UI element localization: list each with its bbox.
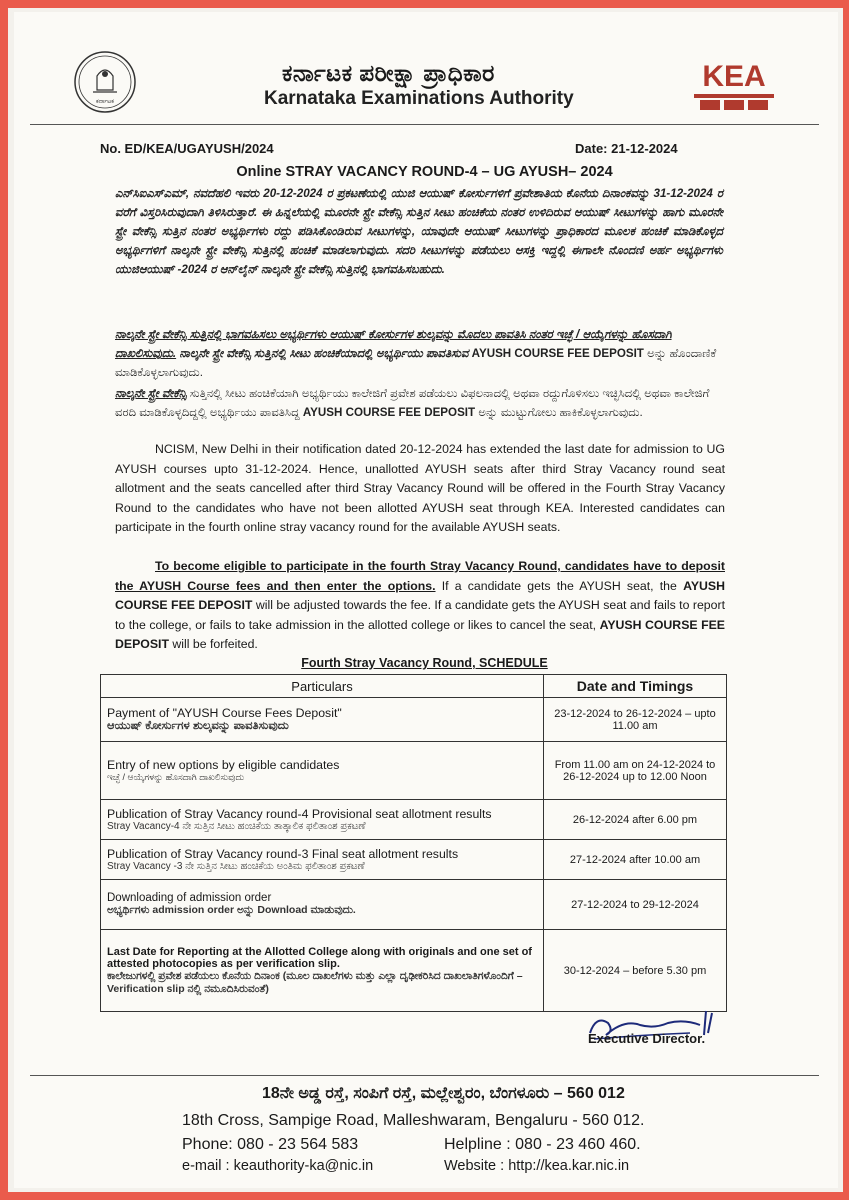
kannada-para3-end: ಅನ್ನು ಮುಟ್ಟುಗೋಲು ಹಾಕಿಕೊಳ್ಳಲಾಗುವುದು. [478,406,643,419]
table-row [101,880,727,930]
table-row [101,930,727,1012]
particular-kn: ಆಯುಷ್ ಕೋರ್ಸುಗಳ ಶುಲ್ಕವನ್ನು ಪಾವತಿಸುವುದು [107,720,289,732]
kannada-para2-bold: AYUSH COURSE FEE DEPOSIT [471,347,644,360]
date-cell: 23-12-2024 to 26-12-2024 – upto 11.00 am [544,698,727,742]
reference-number: No. ED/KEA/UGAYUSH/2024 [100,141,274,156]
date-cell: 26-12-2024 after 6.00 pm [544,800,727,840]
kannada-para3-start: ನಾಲ್ಕನೇ ಸ್ಟ್ರೇ ವೇಕೆನ್ಸಿ [115,387,187,400]
table-row [101,800,727,840]
particulars-cell [101,880,544,930]
date-cell: 27-12-2024 to 29-12-2024 [544,880,727,930]
particular-kn: ಅಭ್ಯರ್ಥಿಗಳು admission order ಅನ್ನು Download ಮಾಡುವುದು. [107,904,356,916]
footer-divider [30,1075,819,1076]
particular-en: Publication of Stray Vacancy round-4 Provisional seat allotment results [107,807,492,821]
footer-phone: Phone: 080 - 23 564 583 [182,1136,359,1153]
kannada-paragraph-1: ಎನ್‌ಸಿಐಎಸ್‌ಎಮ್, ನವದೆಹಲಿ ಇವರು 20-12-2024 ರ ಪ್ರಕಟಣೆಯಲ್ಲಿ ಯುಜಿ ಆಯುಷ್ ಕೋರ್ಸುಗಳಿಗೆ ಪ್ರವೇಶಾತಿಯ ಕೊನೆಯ ದಿನಾಂಕವನ್ನು 31-12-2024 ರ ವರೆಗೆ ವಿಸ್ತರಿಸಿರುವುದಾಗಿ ತಿಳಿಸಿರುತ್ತಾರೆ. ಈ ಹಿನ್ನಲೆಯಲ್ಲಿ ಮೂರನೇ ಸ್ಟ್ರೇ ವೇಕೆನ್ಸಿ ಸುತ್ತಿನ ಸೀಟು ಹಂಚಿಕೆಯ ನಂತರ ಉಳಿದಿರುವ ಆಯುಷ್ ಸೀಟುಗಳನ್ನು ಹಾಗು ಮೂರನೇ ಸ್ಟ್ರೇ ವೇಕೆನ್ಸಿ ಸುತ್ತಿನ ನಂತರ ಅಭ್ಯರ್ಥಿಗಳು ರದ್ದು ಪಡಿಸಿಕೊಂಡಿರುವ ಸೀಟುಗಳನ್ನು, ಯಾವುದೇ ಆಯುಷ್ ಸೀಟುಗಳನ್ನು ಪ್ರಾಧಿಕಾರದ ಮೂಲಕ ಹಂಚಿಕೆ ಮಾಡಿಕೊಳ್ಳದ ಅಭ್ಯರ್ಥಿಗಳಿಗೆ ನಾಲ್ಕನೇ ಸ್ಟ್ರೇ ವೇಕೆನ್ಸಿ ಸುತ್ತಿನಲ್ಲಿ ಹಂಚಿಕೆ ಮಾಡಲಾಗುವುದು. ಸದರಿ ಸೀಟುಗಳನ್ನು ಪಡೆಯಲು ಆಸಕ್ತಿ ಇದ್ದಲ್ಲಿ ಈಗಾಲೇ ನೊಂದಣಿ ಅರ್ಹ ಅಭ್ಯರ್ಥಿಗಳು ಯುಜಿಆಯುಷ್ -2024 ರ ಆನ್‌ಲೈನ್ ನಾಲ್ಕನೇ ಸ್ಟ್ರೇ ವೇಕೆನ್ಸಿ ಸುತ್ತಿನಲ್ಲಿ ಭಾಗವಹಿಸಬಹುದು. [115,187,723,276]
particulars-cell [101,840,544,880]
particular-kn: ಕಾಲೇಜುಗಳಲ್ಲಿ ಪ್ರವೇಶ ಪಡೆಯಲು ಕೊನೆಯ ದಿನಾಂಕ (ಮೂಲ ದಾಖಲೆಗಳು ಮತ್ತು ಎಲ್ಲಾ ದೃಢೀಕರಿಸಿದ ದಾಖಲಾತಿಗಳೊಂದಿಗೆ – Verification slip ನಲ್ಲಿ ನಮೂದಿಸಿರುವಂತೆ) [107,969,523,995]
english-paragraph-2 [115,557,725,655]
kannada-paragraph-2 [115,325,723,382]
schedule-title: Fourth Stray Vacancy Round, SCHEDULE [301,656,548,670]
notice-title: Online STRAY VACANCY ROUND-4 – UG AYUSH– 2024 [236,164,613,180]
logo-text: KEA [702,60,766,93]
notice-date: Date: 21-12-2024 [575,141,678,156]
footer-email[interactable]: e-mail : keauthority-ka@nic.in [182,1158,374,1174]
english-para2-bold1: AYUSH COURSE FEE DEPOSIT [115,578,725,612]
particular-en: Entry of new options by eligible candidates [107,758,340,772]
kannada-paragraph-3 [115,384,723,422]
table-row [101,742,727,800]
english-para2-a: If a candidate gets the AYUSH seat, the [441,578,677,593]
date-cell: 30-12-2024 – before 5.30 pm [544,930,727,1012]
particulars-cell [101,800,544,840]
date-cell: 27-12-2024 after 10.00 am [544,840,727,880]
schedule-table [100,674,727,1012]
schedule-header-row [101,675,727,698]
particulars-cell [101,742,544,800]
english-para2-underlined: To become eligible to participate in the fourth Stray Vacancy Round, candidates have to deposit the AYUSH Course fees and then enter the options. [115,559,725,593]
org-name-kannada: ಕರ್ನಾಟಕ ಪರೀಕ್ಷಾ ಪ್ರಾಧಿಕಾರ [282,60,495,86]
karnataka-emblem-icon [73,50,137,114]
header-divider [30,124,819,125]
date-cell: From 11.00 am on 24-12-2024 to 26-12-2024 up to 12.00 Noon [544,742,727,800]
particulars-cell [101,698,544,742]
kannada-para2-rest: ನಾಲ್ಕನೇ ಸ್ಟ್ರೇ ವೇಕೆನ್ಸಿ ಸುತ್ತಿನಲ್ಲಿ ಸೀಟು ಹಂಚಿಕೆಯಾದಲ್ಲಿ ಅಭ್ಯರ್ಥಿಯು ಪಾವತಿಸುವ [179,347,469,360]
particular-kn: ಇಚ್ಛೆ / ಆಯ್ಕೆಗಳನ್ನು ಹೊಸದಾಗಿ ದಾಖಲಿಸುವುದು [107,772,245,782]
footer-address-kannada: 18ನೇ ಅಡ್ಡ ರಸ್ತೆ, ಸಂಪಿಗೆ ರಸ್ತೆ, ಮಲ್ಲೇಶ್ವರಂ, ಬೆಂಗಳೂರು – 560 012 [262,1085,625,1102]
particulars-cell [101,930,544,1012]
particular-kn: Stray Vacancy -3 ನೇ ಸುತ್ತಿನ ಸೀಟು ಹಂಚಿಕೆಯ ಅಂತಿಮ ಫಲಿತಾಂಶ ಪ್ರಕಟಣೆ [107,861,365,872]
table-row [101,840,727,880]
particular-en: Payment of "AYUSH Course Fees Deposit" [107,706,342,720]
kannada-para3-bold: AYUSH COURSE FEE DEPOSIT [302,406,476,419]
kannada-para2-end: ಅನ್ನು ಹೊಂದಾಣಿಕೆ ಮಾಡಿಕೊಳ್ಳಲಾಗುವುದು. [115,347,717,379]
english-paragraph-1 [115,440,725,538]
particular-en: Downloading of admission order [107,892,272,904]
table-row [101,698,727,742]
footer-address-english: 18th Cross, Sampige Road, Malleshwaram, Bengaluru - 560 012. [182,1112,645,1129]
kannada-para2-underlined: ನಾಲ್ಕನೇ ಸ್ಟ್ರೇ ವೇಕೆನ್ಸಿ ಸುತ್ತಿನಲ್ಲಿ ಭಾಗವಹಿಸಲು ಅಭ್ಯರ್ಥಿಗಳು ಆಯುಷ್ ಕೋರ್ಸುಗಳ ಶುಲ್ಕವನ್ನು ಮೊದಲು ಪಾವತಿಸಿ ನಂತರ ಇಚ್ಛೆ / ಆಯ್ಕೆಗಳನ್ನು ಹೊಸದಾಗಿ ದಾಖಲಿಸುವುದು. [115,328,672,360]
english-para2-bold2: AYUSH COURSE FEE DEPOSIT [115,617,725,651]
executive-director-title: Executive Director. [588,1031,706,1046]
particulars-header: Particulars [101,675,544,698]
date-header: Date and Timings [544,675,727,698]
particular-en: Last Date for Reporting at the Allotted College along with originals and one set of attested photocopies as per verification slip. [107,945,532,970]
particular-kn: Stray Vacancy-4 ನೇ ಸುತ್ತಿನ ಸೀಟು ಹಂಚಿಕೆಯ ತಾತ್ಕಾಲಿಕ ಫಲಿತಾಂಶ ಪ್ರಕಟಣೆ [107,821,366,832]
kea-logo-icon [690,48,778,114]
english-para2-b: will be adjusted towards the fee. If a candidate gets the AYUSH seat and fails to report to the college, or fails to take admission in the allotted college or likes to cancel the seat, [115,598,725,632]
footer-helpline: Helpline : 080 - 23 460 460. [444,1136,641,1153]
org-name-english: Karnataka Examinations Authority [264,88,574,109]
english-para2-c: will be forfeited. [172,637,258,651]
footer-website[interactable]: Website : http://kea.kar.nic.in [444,1158,630,1174]
particular-en: Publication of Stray Vacancy round-3 Final seat allotment results [107,847,459,861]
emblem-text: ಕರ್ನಾಟಕ [96,98,114,105]
kannada-para3-mid: ಸುತ್ತಿನಲ್ಲಿ ಸೀಟು ಹಂಚಿಕೆಯಾಗಿ ಅಭ್ಯರ್ಥಿಯು ಕಾಲೇಜಿಗೆ ಪ್ರವೇಶ ಪಡೆಯಲು ವಿಫಲನಾದಲ್ಲಿ ಅಥವಾ ರದ್ದುಗೊಳಿಸಲು ಇಚ್ಛಿಸಿದಲ್ಲಿ ಅಥವಾ ಕಾಲೇಜಿಗೆ ವರದಿ ಮಾಡಿಕೊಳ್ಳದಿದ್ದಲ್ಲಿ ಅಭ್ಯರ್ಥಿಯು ಪಾವತಿಸಿದ್ದ [115,387,710,419]
english-para1-text: NCISM, New Delhi in their notification dated 20-12-2024 has extended the last date for admission to UG AYUSH courses upto 31-12-2024. Hence, unallotted AYUSH seats after third Stray Vacancy round seat allotment and the seats cancelled after third Stray Vacancy Round will be offered in the Fourth Stray Vacancy Round to the candidates who have not been allotted AYUSH seat through KEA. Interested candidates can participate in the fourth online stray vacancy round for the available AYUSH seats. [115,442,725,534]
